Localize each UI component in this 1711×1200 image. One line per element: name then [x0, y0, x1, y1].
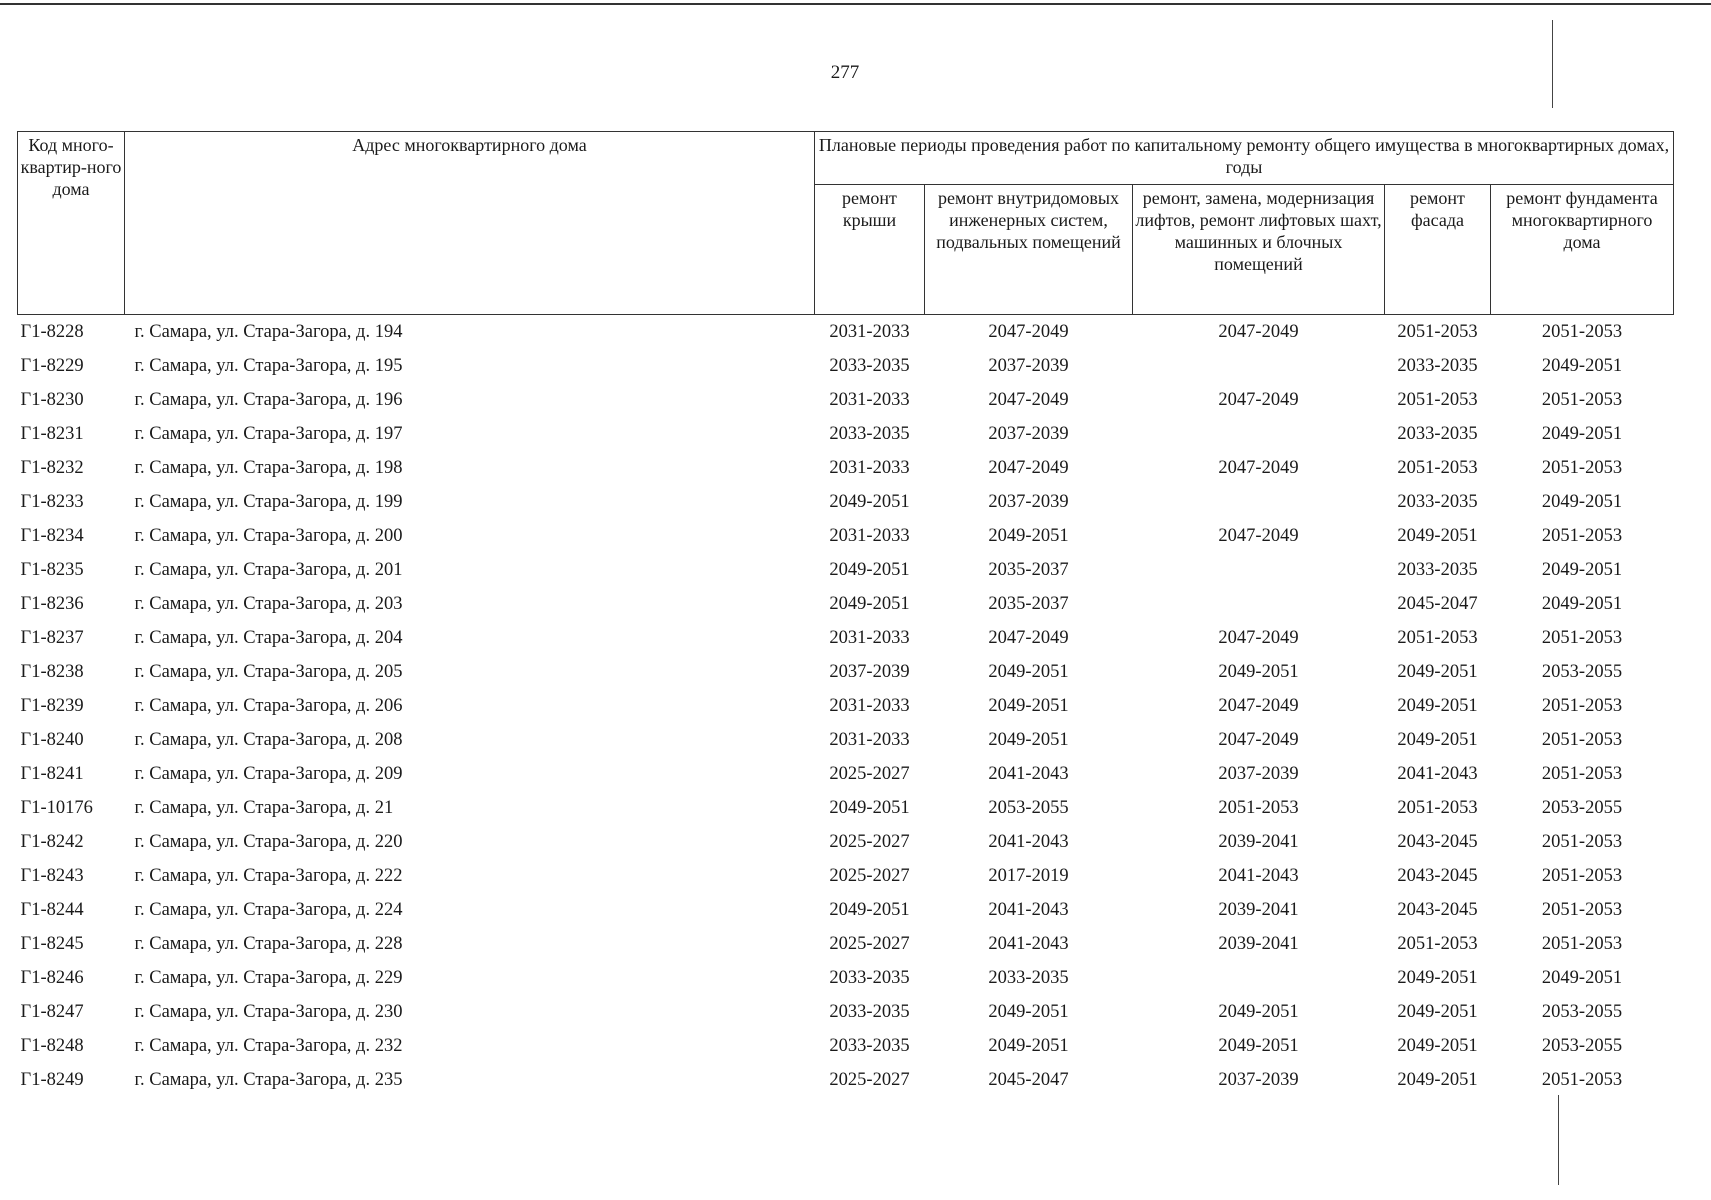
cell-foundation: 2053-2055	[1541, 1002, 1623, 1022]
cell-lifts	[1133, 349, 1385, 383]
cell-engineering: 2049-2051	[988, 696, 1069, 716]
cell-lifts: 2039-2041	[1218, 934, 1299, 954]
cell-engineering: 2049-2051	[988, 730, 1069, 750]
table-row	[18, 349, 1674, 383]
cell-roof: 2033-2035	[829, 356, 910, 376]
cell-engineering: 2041-2043	[988, 934, 1069, 954]
table-row	[18, 621, 1674, 655]
cell-foundation: 2053-2055	[1541, 798, 1623, 818]
cell-roof: 2033-2035	[829, 1036, 910, 1056]
cell-foundation: 2049-2051	[1541, 356, 1623, 376]
cell-lifts: 2047-2049	[1218, 390, 1299, 410]
cell-code: Г1-8241	[20, 764, 84, 784]
cell-roof: 2049-2051	[829, 560, 910, 580]
cell-lifts: 2047-2049	[1218, 730, 1299, 750]
cell-code: Г1-8234	[20, 526, 84, 546]
header-roof: ремонт крыши	[815, 184, 925, 314]
cell-foundation: 2049-2051	[1541, 594, 1623, 614]
cell-facade: 2045-2047	[1397, 594, 1478, 614]
cell-address: г. Самара, ул. Стара-Загора, д. 228	[134, 934, 403, 954]
cell-facade: 2049-2051	[1397, 968, 1478, 988]
table-row	[18, 485, 1674, 519]
cell-code: Г1-8243	[20, 866, 84, 886]
header-periods-group: Плановые периоды проведения работ по капитальному ремонту общего имущества в многоквартирных домах, годы	[815, 132, 1674, 185]
cell-roof: 2025-2027	[829, 1070, 910, 1090]
cell-code: Г1-8249	[20, 1070, 84, 1090]
cell-address: г. Самара, ул. Стара-Загора, д. 195	[134, 356, 403, 376]
cell-lifts: 2049-2051	[1218, 1002, 1299, 1022]
table-body	[18, 315, 1674, 1098]
cell-lifts: 2049-2051	[1218, 1036, 1299, 1056]
cell-address: г. Самара, ул. Стара-Загора, д. 194	[134, 322, 403, 342]
cell-roof: 2049-2051	[829, 900, 910, 920]
cell-roof: 2037-2039	[829, 662, 910, 682]
cell-address: г. Самара, ул. Стара-Загора, д. 230	[134, 1002, 403, 1022]
cell-facade: 2051-2053	[1397, 458, 1478, 478]
cell-address: г. Самара, ул. Стара-Загора, д. 199	[134, 492, 403, 512]
cell-facade: 2051-2053	[1397, 390, 1478, 410]
cell-foundation: 2051-2053	[1541, 458, 1623, 478]
cell-facade: 2051-2053	[1397, 798, 1478, 818]
cell-lifts: 2047-2049	[1218, 696, 1299, 716]
table-row	[18, 417, 1674, 451]
cell-address: г. Самара, ул. Стара-Загора, д. 196	[134, 390, 403, 410]
cell-foundation: 2051-2053	[1541, 696, 1623, 716]
table-row	[18, 995, 1674, 1029]
cell-code: Г1-8239	[20, 696, 84, 716]
cell-address: г. Самара, ул. Стара-Загора, д. 198	[134, 458, 403, 478]
cell-facade: 2051-2053	[1397, 934, 1478, 954]
table-row	[18, 383, 1674, 417]
cell-foundation: 2051-2053	[1541, 628, 1623, 648]
cell-roof: 2049-2051	[829, 798, 910, 818]
table-header	[18, 132, 1674, 315]
cell-engineering: 2047-2049	[988, 458, 1069, 478]
cell-code: Г1-8236	[20, 594, 84, 614]
cell-lifts	[1133, 587, 1385, 621]
cell-foundation: 2051-2053	[1541, 832, 1623, 852]
cell-code: Г1-8238	[20, 662, 84, 682]
cell-address: г. Самара, ул. Стара-Загора, д. 205	[134, 662, 403, 682]
cell-facade: 2033-2035	[1397, 560, 1478, 580]
cell-foundation: 2053-2055	[1541, 662, 1623, 682]
cell-facade: 2049-2051	[1397, 1036, 1478, 1056]
cell-roof: 2025-2027	[829, 866, 910, 886]
cell-lifts	[1133, 553, 1385, 587]
cell-engineering: 2035-2037	[988, 560, 1069, 580]
page-number: 277	[830, 62, 860, 83]
cell-code: Г1-10176	[20, 798, 93, 818]
cell-address: г. Самара, ул. Стара-Загора, д. 229	[134, 968, 403, 988]
cell-roof: 2033-2035	[829, 1002, 910, 1022]
cell-foundation: 2049-2051	[1541, 492, 1623, 512]
cell-facade: 2049-2051	[1397, 662, 1478, 682]
header-lifts: ремонт, замена, модернизация лифтов, ремонт лифтовых шахт, машинных и блочных помещений	[1133, 184, 1385, 314]
cell-foundation: 2049-2051	[1541, 424, 1623, 444]
cell-roof: 2025-2027	[829, 832, 910, 852]
cell-engineering: 2047-2049	[988, 322, 1069, 342]
cell-roof: 2031-2033	[829, 730, 910, 750]
cell-code: Г1-8231	[20, 424, 84, 444]
table-row	[18, 1029, 1674, 1063]
cell-facade: 2043-2045	[1397, 900, 1478, 920]
cell-engineering: 2037-2039	[988, 424, 1069, 444]
cell-facade: 2043-2045	[1397, 866, 1478, 886]
cell-foundation: 2051-2053	[1541, 390, 1623, 410]
cell-code: Г1-8228	[20, 322, 84, 342]
cell-lifts	[1133, 961, 1385, 995]
cell-engineering: 2049-2051	[988, 1036, 1069, 1056]
cell-foundation: 2051-2053	[1541, 1070, 1623, 1090]
cell-code: Г1-8248	[20, 1036, 84, 1056]
cell-facade: 2051-2053	[1397, 322, 1478, 342]
cell-engineering: 2041-2043	[988, 900, 1069, 920]
cell-code: Г1-8229	[20, 356, 84, 376]
cell-facade: 2041-2043	[1397, 764, 1478, 784]
cell-lifts	[1133, 417, 1385, 451]
header-code: Код много-квартир-ного дома	[18, 132, 125, 315]
table-row	[18, 825, 1674, 859]
cell-code: Г1-8230	[20, 390, 84, 410]
cell-roof: 2049-2051	[829, 594, 910, 614]
cell-engineering: 2017-2019	[988, 866, 1069, 886]
cell-code: Г1-8240	[20, 730, 84, 750]
table-row	[18, 1063, 1674, 1097]
cell-facade: 2033-2035	[1397, 356, 1478, 376]
cell-address: г. Самара, ул. Стара-Загора, д. 235	[134, 1070, 403, 1090]
cell-address: г. Самара, ул. Стара-Загора, д. 203	[134, 594, 403, 614]
cell-lifts: 2049-2051	[1218, 662, 1299, 682]
cell-address: г. Самара, ул. Стара-Загора, д. 200	[134, 526, 403, 546]
cell-code: Г1-8242	[20, 832, 84, 852]
cell-facade: 2051-2053	[1397, 628, 1478, 648]
cell-roof: 2049-2051	[829, 492, 910, 512]
cell-engineering: 2049-2051	[988, 526, 1069, 546]
cell-lifts: 2041-2043	[1218, 866, 1299, 886]
cell-address: г. Самара, ул. Стара-Загора, д. 232	[134, 1036, 403, 1056]
cell-lifts: 2051-2053	[1218, 798, 1299, 818]
cell-facade: 2043-2045	[1397, 832, 1478, 852]
cell-roof: 2025-2027	[829, 764, 910, 784]
cell-code: Г1-8232	[20, 458, 84, 478]
cell-foundation: 2051-2053	[1541, 866, 1623, 886]
cell-engineering: 2045-2047	[988, 1070, 1069, 1090]
top-rule	[0, 3, 1711, 5]
cell-code: Г1-8235	[20, 560, 84, 580]
header-engineering: ремонт внутридомовых инженерных систем, подвальных помещений	[925, 184, 1133, 314]
table-row	[18, 689, 1674, 723]
cell-foundation: 2049-2051	[1541, 968, 1623, 988]
cell-foundation: 2051-2053	[1541, 526, 1623, 546]
repair-schedule-table	[17, 131, 1674, 1097]
cell-roof: 2033-2035	[829, 424, 910, 444]
cell-code: Г1-8237	[20, 628, 84, 648]
cell-roof: 2031-2033	[829, 322, 910, 342]
cell-engineering: 2037-2039	[988, 492, 1069, 512]
cell-address: г. Самара, ул. Стара-Загора, д. 204	[134, 628, 403, 648]
table-row	[18, 961, 1674, 995]
cell-address: г. Самара, ул. Стара-Загора, д. 222	[134, 866, 403, 886]
cell-facade: 2049-2051	[1397, 696, 1478, 716]
cell-address: г. Самара, ул. Стара-Загора, д. 220	[134, 832, 403, 852]
cell-roof: 2031-2033	[829, 628, 910, 648]
header-address: Адрес многоквартирного дома	[125, 132, 815, 315]
header-facade: ремонт фасада	[1385, 184, 1491, 314]
cell-lifts: 2047-2049	[1218, 526, 1299, 546]
cell-code: Г1-8244	[20, 900, 84, 920]
cell-facade: 2049-2051	[1397, 730, 1478, 750]
cell-engineering: 2035-2037	[988, 594, 1069, 614]
cell-foundation: 2051-2053	[1541, 322, 1623, 342]
table-row	[18, 757, 1674, 791]
cell-foundation: 2051-2053	[1541, 764, 1623, 784]
cell-foundation: 2051-2053	[1541, 730, 1623, 750]
cell-address: г. Самара, ул. Стара-Загора, д. 209	[134, 764, 403, 784]
cell-lifts: 2047-2049	[1218, 628, 1299, 648]
cell-roof: 2031-2033	[829, 526, 910, 546]
margin-line-top	[1552, 20, 1553, 108]
cell-roof: 2033-2035	[829, 968, 910, 988]
cell-engineering: 2033-2035	[988, 968, 1069, 988]
table-row	[18, 791, 1674, 825]
cell-engineering: 2053-2055	[988, 798, 1069, 818]
cell-foundation: 2053-2055	[1541, 1036, 1623, 1056]
cell-facade: 2033-2035	[1397, 424, 1478, 444]
cell-roof: 2031-2033	[829, 696, 910, 716]
cell-lifts: 2039-2041	[1218, 832, 1299, 852]
cell-lifts: 2047-2049	[1218, 322, 1299, 342]
cell-roof: 2031-2033	[829, 390, 910, 410]
table-row	[18, 723, 1674, 757]
cell-facade: 2049-2051	[1397, 1070, 1478, 1090]
table-row	[18, 553, 1674, 587]
cell-address: г. Самара, ул. Стара-Загора, д. 224	[134, 900, 403, 920]
cell-address: г. Самара, ул. Стара-Загора, д. 208	[134, 730, 403, 750]
cell-foundation: 2051-2053	[1541, 900, 1623, 920]
cell-engineering: 2047-2049	[988, 628, 1069, 648]
cell-lifts: 2047-2049	[1218, 458, 1299, 478]
cell-foundation: 2049-2051	[1541, 560, 1623, 580]
cell-code: Г1-8246	[20, 968, 84, 988]
margin-line-bottom	[1558, 1095, 1559, 1185]
cell-address: г. Самара, ул. Стара-Загора, д. 197	[134, 424, 403, 444]
cell-foundation: 2051-2053	[1541, 934, 1623, 954]
cell-engineering: 2041-2043	[988, 764, 1069, 784]
cell-lifts: 2037-2039	[1218, 764, 1299, 784]
header-foundation: ремонт фундамента многоквартирного дома	[1491, 184, 1674, 314]
table-row	[18, 587, 1674, 621]
cell-engineering: 2041-2043	[988, 832, 1069, 852]
cell-address: г. Самара, ул. Стара-Загора, д. 21	[134, 798, 394, 818]
cell-roof: 2025-2027	[829, 934, 910, 954]
cell-engineering: 2049-2051	[988, 1002, 1069, 1022]
cell-facade: 2049-2051	[1397, 1002, 1478, 1022]
cell-facade: 2033-2035	[1397, 492, 1478, 512]
cell-engineering: 2049-2051	[988, 662, 1069, 682]
cell-facade: 2049-2051	[1397, 526, 1478, 546]
cell-address: г. Самара, ул. Стара-Загора, д. 206	[134, 696, 403, 716]
cell-lifts: 2037-2039	[1218, 1070, 1299, 1090]
table-row	[18, 927, 1674, 961]
cell-code: Г1-8245	[20, 934, 84, 954]
cell-lifts: 2039-2041	[1218, 900, 1299, 920]
cell-address: г. Самара, ул. Стара-Загора, д. 201	[134, 560, 403, 580]
cell-lifts	[1133, 485, 1385, 519]
cell-engineering: 2047-2049	[988, 390, 1069, 410]
cell-roof: 2031-2033	[829, 458, 910, 478]
table-row	[18, 655, 1674, 689]
table-row	[18, 893, 1674, 927]
cell-code: Г1-8247	[20, 1002, 84, 1022]
table-row	[18, 519, 1674, 553]
cell-code: Г1-8233	[20, 492, 84, 512]
table-row	[18, 859, 1674, 893]
table-row	[18, 315, 1674, 350]
cell-engineering: 2037-2039	[988, 356, 1069, 376]
table-row	[18, 451, 1674, 485]
